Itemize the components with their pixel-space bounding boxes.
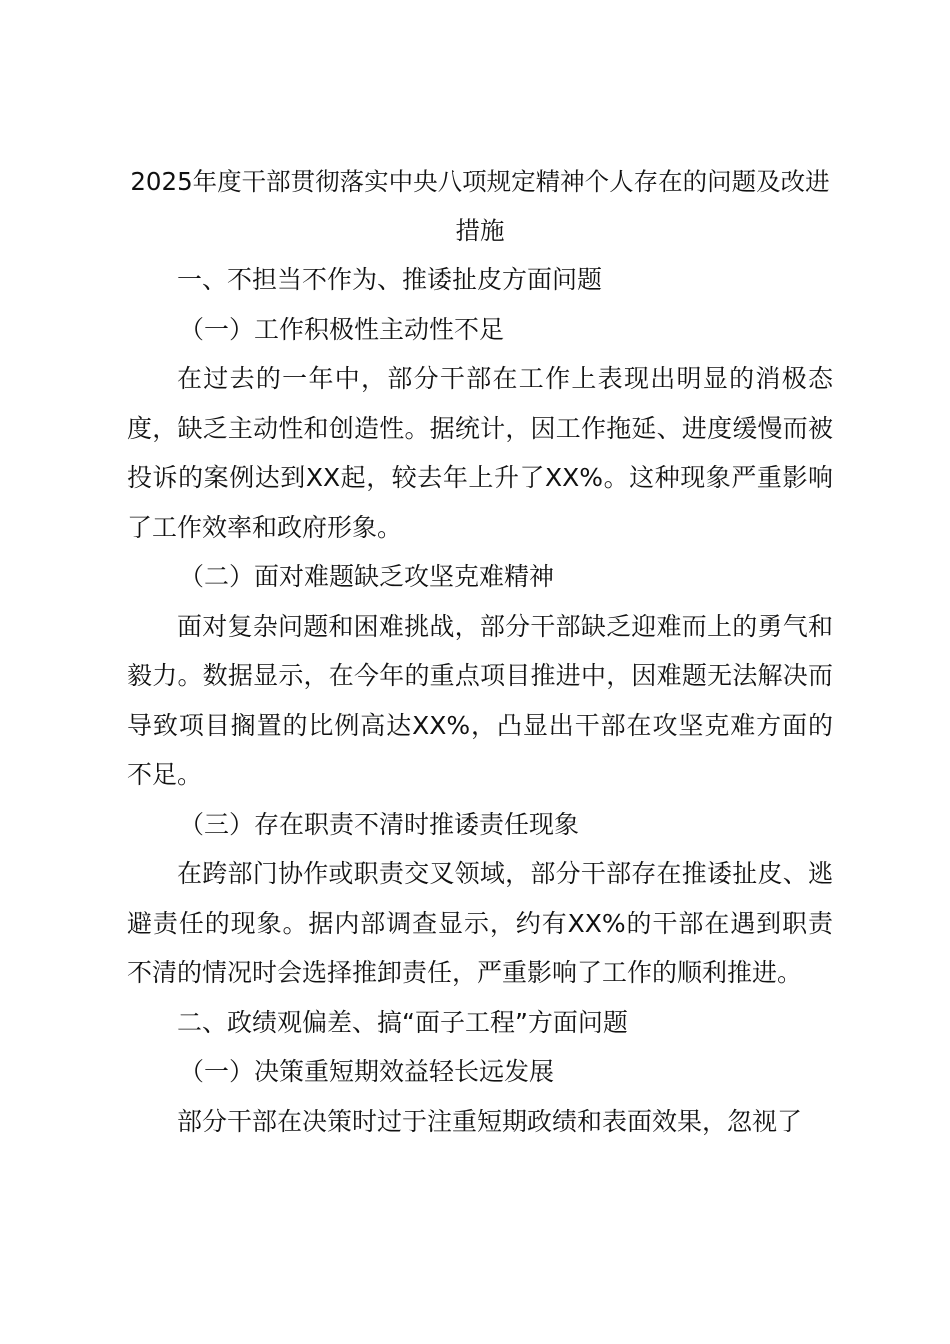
- subsection-heading-1-1: （一）工作积极性主动性不足: [179, 314, 505, 344]
- document-title: 2025年度干部贯彻落实中央八项规定精神个人存在的问题及改进措施: [130, 167, 830, 245]
- subsection-heading-1-3: （三）存在职责不清时推诿责任现象: [179, 809, 580, 839]
- section-heading-2: 二、政绩观偏差、搞“面子工程”方面问题: [177, 1007, 628, 1037]
- paragraph-2: 面对复杂问题和困难挑战，部分干部缺乏迎难而上的勇气和毅力。数据显示，在今年的重点项目推进中，因难题无法解决而导致项目搁置的比例高达XX%，凸显出干部在攻坚克难方面的不足。: [127, 611, 833, 789]
- paragraph-4: 部分干部在决策时过于注重短期政绩和表面效果，忽视了: [177, 1106, 803, 1136]
- paragraph-1: 在过去的一年中，部分干部在工作上表现出明显的消极态度，缺乏主动性和创造性。据统计，因工作拖延、进度缓慢而被投诉的案例达到XX起，较去年上升了XX%。这种现象严重影响了工作效率和政府形象。: [127, 364, 833, 542]
- paragraph-3: 在跨部门协作或职责交叉领域，部分干部存在推诿扯皮、逃避责任的现象。据内部调查显示，约有XX%的干部在遇到职责不清的情况时会选择推卸责任，严重影响了工作的顺利推进。: [127, 859, 833, 987]
- subsection-heading-1-2: （二）面对难题缺乏攻坚克难精神: [179, 562, 555, 591]
- subsection-heading-2-1: （一）决策重短期效益轻长远发展: [179, 1057, 555, 1086]
- document-body: [127, 157, 833, 1146]
- section-heading-1: 一、不担当不作为、推诿扯皮方面问题: [177, 265, 603, 294]
